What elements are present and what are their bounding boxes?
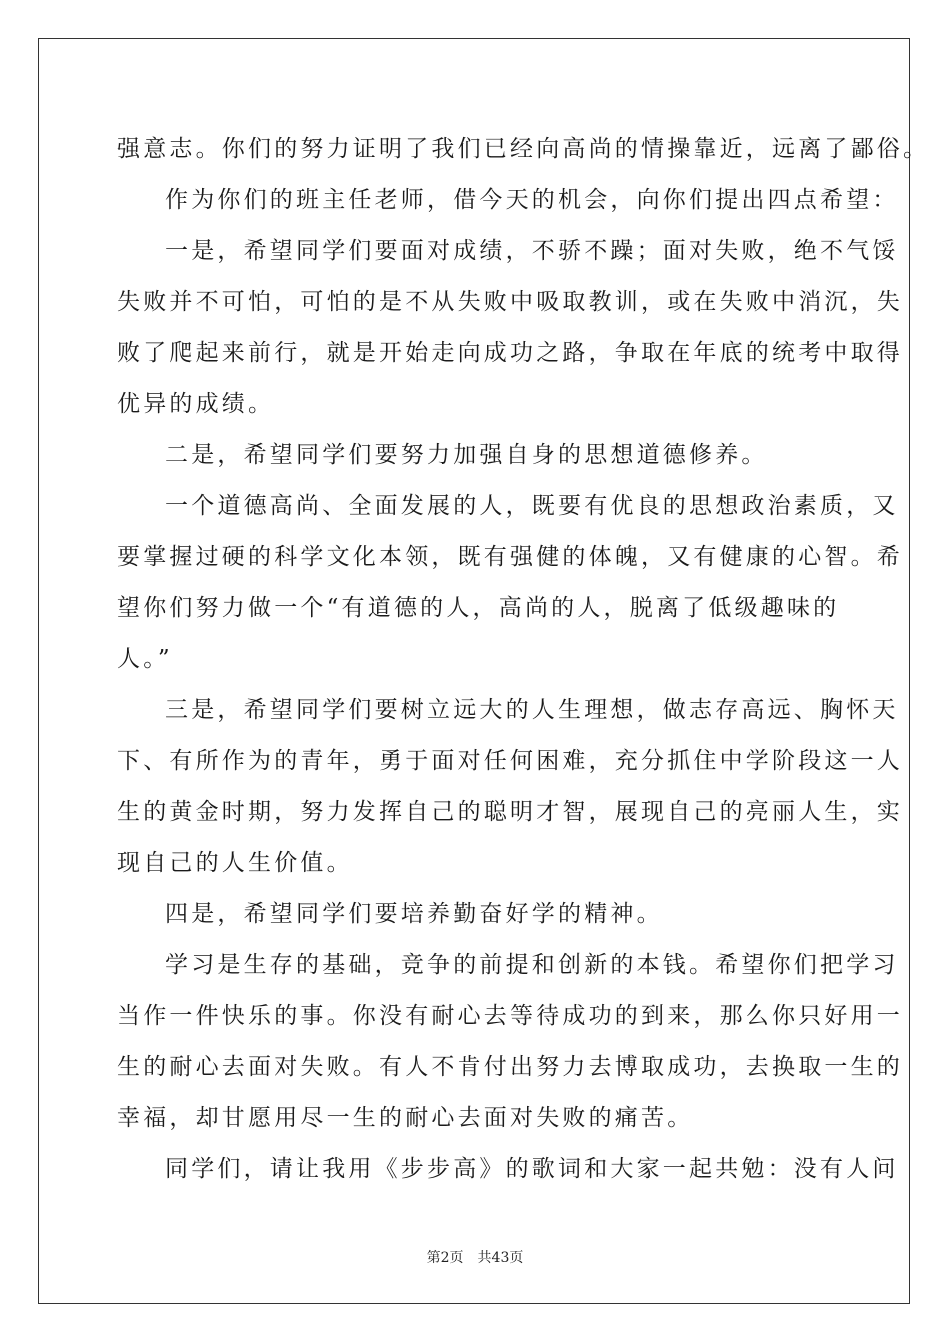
- text-line: 望你们努力做一个“有道德的人，高尚的人，脱离了低级趣味的: [117, 595, 840, 621]
- text-line: 作为你们的班主任老师，借今天的机会，向你们提出四点希望：: [165, 187, 899, 213]
- text-line: 生的耐心去面对失败。有人不肯付出努力去博取成功，去换取一生的: [117, 1054, 903, 1080]
- text-line: 人。”: [117, 646, 173, 672]
- text-line: 下、有所作为的青年，勇于面对任何困难，充分抓住中学阶段这一人: [117, 748, 903, 774]
- text-line: 三是，希望同学们要树立远大的人生理想，做志存高远、胸怀天: [165, 697, 899, 723]
- text-line: 幸福，却甘愿用尽一生的耐心去面对失败的痛苦。: [117, 1105, 694, 1131]
- text-line: 优异的成绩。: [117, 391, 275, 417]
- text-line: 败了爬起来前行，就是开始走向成功之路，争取在年底的统考中取得: [117, 340, 903, 366]
- text-line: 一是，希望同学们要面对成绩，不骄不躁；面对失败，绝不气馁: [165, 238, 899, 264]
- text-line: 当作一件快乐的事。你没有耐心去等待成功的到来，那么你只好用一: [117, 1003, 903, 1029]
- text-line: 一个道德高尚、全面发展的人，既要有优良的思想政治素质，又: [165, 493, 899, 519]
- document-body: [117, 124, 930, 1195]
- text-line: 现自己的人生价值。: [117, 850, 353, 876]
- total-page-count: 共43页: [477, 1250, 524, 1266]
- text-line: 强意志。你们的努力证明了我们已经向高尚的情操靠近，远离了鄙俗。: [117, 136, 930, 162]
- text-line: 同学们，请让我用《步步高》的歌词和大家一起共勉：没有人问: [165, 1156, 899, 1182]
- page-footer: [0, 1247, 950, 1267]
- text-line: 学习是生存的基础，竞争的前提和创新的本钱。希望你们把学习: [165, 952, 899, 978]
- text-line: 要掌握过硬的科学文化本领，既有强健的体魄，又有健康的心智。希: [117, 544, 903, 570]
- text-line: 二是，希望同学们要努力加强自身的思想道德修养。: [165, 442, 768, 468]
- current-page-number: 第2页: [426, 1250, 464, 1266]
- text-line: 生的黄金时期，努力发挥自己的聪明才智，展现自己的亮丽人生，实: [117, 799, 903, 825]
- text-line: 失败并不可怕，可怕的是不从失败中吸取教训，或在失败中消沉，失: [117, 289, 903, 315]
- text-line: 四是，希望同学们要培养勤奋好学的精神。: [165, 901, 663, 927]
